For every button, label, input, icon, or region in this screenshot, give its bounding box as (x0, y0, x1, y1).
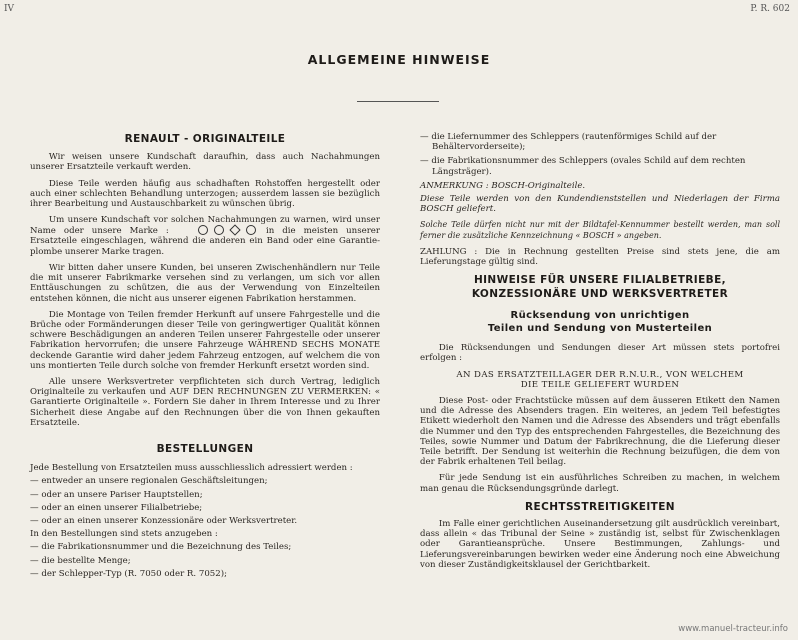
page-number-left: IV (4, 4, 15, 14)
note-label: ANMERKUNG : BOSCH-Originalteile. (420, 180, 586, 191)
list-item: — oder an einen unserer Filialbetriebe; (30, 502, 203, 513)
left-column (30, 128, 380, 582)
diamond-mark-icon (230, 225, 241, 236)
legal-paragraph: Im Falle einer gerichtlichen Auseinandersetzung gilt ausdrücklich vereinbart, dass allein « das Tribunal der Seine » zuständig ist, selbst für Zwischenklagen oder Garantieansprüche. Unsere Bestimmungen, Zahlungs- und Lieferungsvereinbarungen bewirken weder eine Änderung noch eine Abweichung von dieser Zuständigkeitsklausel der Gerichtbarkeit. (420, 519, 780, 570)
title-divider (357, 101, 439, 102)
watermark: www.manuel-tracteur.info (678, 624, 788, 634)
right-column (420, 132, 780, 576)
brand-mark-icon (198, 225, 208, 235)
list-item: — entweder an unsere regionalen Geschäftsleitungen; (30, 476, 268, 487)
note-text-2: Solche Teile dürfen nicht nur mit der Bildtafel-Kennummer bestellt werden, man soll ferner die zusätzliche Kennzeichnung « BOSCH » angeben. (420, 220, 780, 240)
section-title-bestellungen: BESTELLUNGEN (156, 442, 254, 455)
section-title-ruecksendung-line1: Rücksendung von unrichtigen (510, 310, 690, 322)
section-title-originalteile: RENAULT - ORIGINALTEILE (124, 133, 286, 145)
list-item: — oder an einen unserer Konzessionäre oder Werksvertreter. (30, 515, 298, 526)
order-intro-2: In den Bestellungen sind stets anzugeben : (30, 529, 218, 540)
section-title-rechtsstreitigkeiten: RECHTSSTREITIGKEITEN (525, 500, 675, 513)
section-title-ruecksendung (420, 309, 780, 335)
paragraph-3 (30, 215, 380, 257)
paragraph-4: Wir bitten daher unsere Kunden, bei unseren Zwischenhändlern nur Teile die mit unserer Fabrikmarke versehen sind zu verlangen, um sich vor allen Enttäuschungen zu schützen, die aus der Verwendung von Einzelteilen entstehen können, die nicht aus unserer eigenen Fabrikation herstammen. (30, 262, 380, 304)
paragraph-1: Wir weisen unsere Kundschaft daraufhin, dass auch Nachahmungen unserer Ersatzteile verkauft werden. (30, 152, 380, 173)
page-title: ALLGEMEINE HINWEISE (307, 52, 491, 67)
order-intro: Jede Bestellung von Ersatzteilen muss ausschliesslich adressiert werden : (30, 463, 353, 474)
paragraph-3-start: Um unsere Kundschaft vor solchen Nachahmungen zu warnen, wird unser Name oder unsere Marke : (30, 215, 380, 237)
section-title-hinweise (420, 273, 780, 301)
list-item: — der Schlepper-Typ (R. 7050 oder R. 7052); (30, 568, 227, 579)
brand-marks (177, 225, 258, 236)
section-title-ruecksendung-line2: Teilen und Sendung von Musterteilen (487, 323, 713, 335)
list-item: — oder an unsere Pariser Hauptstellen; (30, 489, 203, 500)
return-paragraph-1: Die Rücksendungen und Sendungen dieser Art müssen stets portofrei erfolgen : (420, 343, 780, 364)
section-title-hinweise-line2: KONZESSIONÄRE UND WERKSVERTRETER (471, 288, 729, 301)
paragraph-6: Alle unsere Werksvertreter verpflichteten sich durch Vertrag, lediglich Originalteile zu verkaufen und AUF DEN RECHNUNGEN ZU VERMERKEN: « Garantierte Originalteile ». Fordern Sie daher in Ihrem Interesse und zu Ihrer Sicherheit diese Angabe auf den Rechnungen über die von Ihnen gekauften Ersatzteile. (30, 376, 380, 428)
paragraph-5: Die Montage von Teilen fremder Herkunft auf unsere Fahrgestelle und die Brüche oder Formänderungen dieser Teile von geringwertiger Qualität können schwere Beschädigungen an anderen Teilen unserer Fahrgestelle oder unserer Fabrikation hervorrufen; die unsere Fahrzeuge WÄHREND SECHS MONATE deckende Garantie wird daher jedem Fahrzeug entzogen, auf welchem die von uns montierten Teile durch solche von fremder Herkunft ersetzt worden sind. (30, 309, 380, 371)
brand-mark-icon (246, 225, 256, 235)
return-paragraph-3: Für jede Sendung ist ein ausführliches Schreiben zu machen, in welchem man genau die Rücksendungsgründe darlegt. (420, 473, 780, 494)
return-address (420, 370, 780, 390)
paragraph-3-end: in die meisten unserer Ersatzteile eingeschlagen, während die anderen ein Band oder eine Garantie-plombe unserer Marke tragen. (30, 226, 381, 257)
payment-note: ZAHLUNG : Die in Rechnung gestellten Preise sind stets jene, die am Lieferungstage gültig sind. (420, 246, 780, 268)
return-address-line1: AN DAS ERSATZTEILLAGER DER R.N.U.R., VON WELCHEM (456, 369, 744, 380)
paragraph-2: Diese Teile werden häufig aus schadhaften Rohstoffen hergestellt oder auch einer schlechten Behandlung unterzogen; ausserdem lassen sie bezüglich ihrer Bearbeitung und Austauschbarkeit zu wünschen übrig. (30, 178, 380, 210)
order-list (30, 463, 380, 579)
list-item: — die Liefernummer des Schleppers (rautenförmiges Schild auf der Behältervorderseite); (420, 132, 717, 153)
brand-mark-icon (214, 225, 224, 235)
return-paragraph-2: Diese Post- oder Frachtstücke müssen auf dem äusseren Etikett den Namen und die Adresse des Absenders tragen. Ein weiteres, an jedem Teil befestigtes Etikett wiederholt den Namen und die Adresse des Absenders und trägt ebenfalls die Nummer und den Typ des entsprechenden Fahrgestelles, die Bezeichnung des Teiles, sowie Nummer und Datum der Fabrikrechnung, die die Lieferung dieser Teile betrifft. Der Sendung ist weiterhin die Rechnung beizufügen, die dem von der Fabrik erhaltenen Teil beilag. (420, 396, 780, 468)
section-title-hinweise-line1: HINWEISE FÜR UNSERE FILIALBETRIEBE, (473, 274, 727, 287)
list-item: — die bestellte Menge; (30, 555, 131, 566)
return-address-line2: DIE TEILE GELIEFERT WURDEN (520, 379, 680, 390)
list-item: — die Fabrikationsnummer des Schleppers (ovales Schild auf dem rechten Längsträger). (420, 156, 746, 177)
note-text: Diese Teile werden von den Kundendienststellen und Niederlagen der Firma BOSCH geliefert. (420, 194, 780, 215)
list-item: — die Fabrikationsnummer und die Bezeichnung des Teiles; (30, 542, 292, 553)
page-number-right: P. R. 602 (750, 4, 790, 14)
